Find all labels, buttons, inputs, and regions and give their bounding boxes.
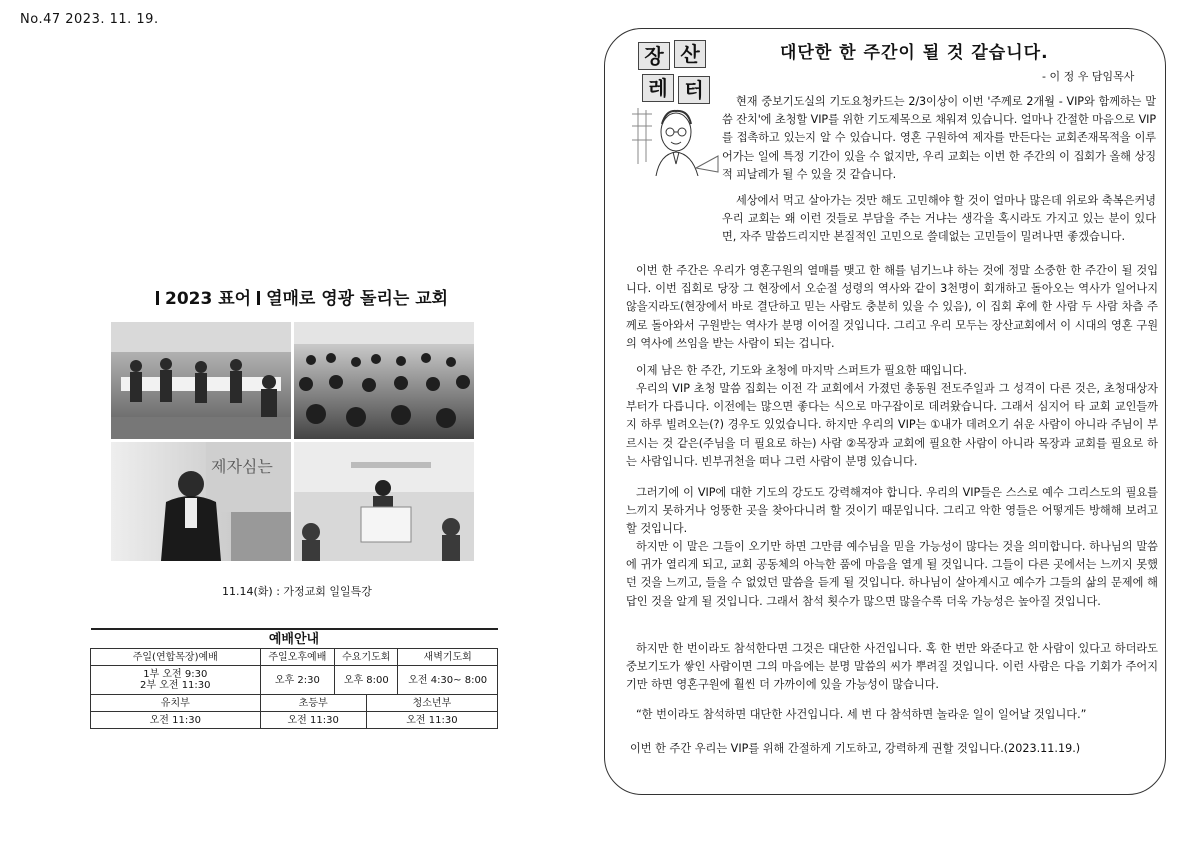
schedule-value: 오후 2:30 bbox=[260, 666, 335, 695]
motto-bar-left bbox=[156, 291, 159, 305]
letter-paragraph: 우리의 VIP 초청 말씀 집회는 이전 각 교회에서 가졌던 총동원 전도주일과 그 성격이 다른 것은, 초청대상자부터가 다릅니다. 이전에는 많으면 좋다는 식으로 마구잡이로 데려왔습니다. 그래서 심지어 타 교회 교인들까지 하루 빌려오는(?) 경우도 있었습니다. 하지만 우리의 VIP는 ①내가 데려오기 쉬운 사람이 아니라 주님이 부르시는 것 같은(주님을 더 필요로 하는) 사람 ②목장과 교회에 필요한 사람이 아니라 목장과 교회를 필요로 하는 사람입니다. 빈부귀천을 떠나 그런 사람이 분명 있습니다. bbox=[626, 382, 1158, 468]
photo-collage-graphic bbox=[111, 322, 474, 561]
schedule-cell bbox=[91, 666, 261, 695]
letter-title: 대단한 한 주간이 될 것 같습니다. bbox=[780, 43, 1049, 63]
letter-paragraph: 세상에서 먹고 살아가는 것만 해도 고민해야 할 것이 얼마나 많은데 위로와 축복은커녕 우리 교회는 왜 이런 것들로 부담을 주는 거냐는 생각을 혹시라도 가지고 있는 분이 있다면, 자주 말씀드리지만 본질적인 고민으로 쓸데없는 고민들이 밀려나면 좋겠습니다. bbox=[722, 194, 1156, 244]
schedule-value: 2부 오전 11:30 bbox=[140, 680, 211, 691]
schedule-header: 청소년부 bbox=[366, 695, 497, 712]
logo-char: 장 bbox=[638, 42, 670, 70]
letter-paragraph: 하지만 한 번이라도 참석한다면 그것은 대단한 사건입니다. 혹 한 번만 와준다고 한 사람이 있다고 하더라도 중보기도가 쌓인 사람이면 그의 마음에는 분명 말씀의 씨가 뿌려질 것입니다. 이런 사람은 다음 기회가 주어지기만 하면 영혼구원에 훨씬 더 가까이에 있을 가능성이 많습니다. bbox=[626, 642, 1158, 692]
letter-closing: 이번 한 주간 우리는 VIP를 위해 간절하게 기도하고, 강력하게 권할 것입니다.(2023.11.19.) bbox=[630, 742, 1081, 755]
church-motto bbox=[150, 284, 450, 309]
photo-collage bbox=[111, 322, 474, 561]
schedule-header: 주일(연합목장)예배 bbox=[91, 649, 261, 666]
pastor-portrait-graphic bbox=[626, 106, 720, 176]
schedule-value: 오전 11:30 bbox=[91, 712, 261, 729]
photo-caption: 11.14(화) : 가정교회 일일특강 bbox=[222, 585, 372, 598]
letter-paragraph: 하지만 이 말은 그들이 오기만 하면 그만큼 예수님을 믿을 가능성이 많다는 것을 의미합니다. 하나님의 말씀에 귀가 열리게 되고, 교회 공동체의 아늑한 품에 마음을 열게 될 것입니다. 그들이 다른 곳에서는 느끼지 못했던 것을 느끼고, 들을 수 없었던 말씀을 듣게 될 것입니다. 하나님이 살아계시고 예수가 그들의 삶의 문제에 해답인 것을 알게 될 것입니다. 그래서 참석 횟수가 많으면 많을수록 더욱 가능성은 높아질 것입니다. bbox=[626, 540, 1158, 608]
schedule-header: 새벽기도회 bbox=[398, 649, 498, 666]
letter-paragraph: 그러기에 이 VIP에 대한 기도의 강도도 강력해져야 합니다. 우리의 VIP들은 스스로 예수 그리스도의 필요를 느끼지 못하거나 엉뚱한 곳을 찾아다니려 할 것이기 때문입니다. 그리고 악한 영들은 어떻게든 방해해 보려고 할 것입니다. bbox=[626, 486, 1158, 536]
schedule-header: 초등부 bbox=[260, 695, 366, 712]
letter-quote: “한 번이라도 참석하면 대단한 사건입니다. 세 번 다 참석하면 놀라운 일이 일어날 것입니다.” bbox=[636, 708, 1087, 721]
schedule-header: 유치부 bbox=[91, 695, 261, 712]
photo-fellowship bbox=[111, 322, 291, 439]
letter-paragraph: 현재 중보기도실의 기도요청카드는 2/3이상이 이번 '주께로 2개월 - VIP와 함께하는 말씀 잔치'에 초청할 VIP를 위한 기도제목으로 채워져 있습니다. 얼마나 간절한 마음으로 VIP를 접촉하고 있는지 알 수 있습니다. 영혼 구원하여 제자를 만든다는 교회존재목적을 이루어가는 일에 특정 기간이 있을 수 없지만, 우리 교회는 이번 한 주간의 이 집회가 올해 상징적 피날레가 될 수 있을 것 같습니다. bbox=[722, 95, 1156, 181]
logo-char: 레 bbox=[642, 74, 674, 102]
motto-year: 2023 표어 bbox=[165, 289, 252, 309]
schedule-value: 오전 11:30 bbox=[260, 712, 366, 729]
pastor-portrait-sketch bbox=[626, 106, 720, 176]
photo-lecture bbox=[294, 442, 474, 561]
schedule-header: 수요기도회 bbox=[335, 649, 398, 666]
photo-speaker bbox=[111, 442, 291, 561]
letter-author: - 이 정 우 담임목사 bbox=[1042, 70, 1135, 83]
worship-schedule-table bbox=[90, 628, 498, 729]
motto-text: 열매로 영광 돌리는 교회 bbox=[266, 289, 449, 309]
schedule-value: 오전 11:30 bbox=[366, 712, 497, 729]
photo-audience bbox=[294, 322, 474, 439]
letter-paragraph: 이번 한 주간은 우리가 영혼구원의 열매를 맺고 한 해를 넘기느냐 하는 것에 정말 소중한 한 주간이 될 것입니다. 이번 집회로 당장 그 현장에서 오순절 성령의 역사와 같이 3천명이 회개하고 돌아오는 역사가 일어나지 않을지라도(현장에서 바로 결단하고 믿는 사람도 충분히 있을 수 있음), 이 집회 후에 한 사람 두 사람 차츰 주께로 돌아와서 구원받는 역사가 분명 이어질 것입니다. 그리고 우리 모두는 장산교회에서 이 시대의 영혼 구원의 역사에 쓰임을 받는 사람이 되는 겁니다. bbox=[626, 264, 1158, 350]
schedule-value: 1부 오전 9:30 bbox=[143, 669, 208, 680]
svg-text:제자심는: 제자심는 bbox=[211, 457, 273, 476]
schedule-value: 오전 4:30~ 8:00 bbox=[398, 666, 498, 695]
issue-header: No.47 2023. 11. 19. bbox=[20, 12, 159, 27]
schedule-header: 주일오후예배 bbox=[260, 649, 335, 666]
logo-char: 산 bbox=[674, 40, 706, 68]
schedule-title: 예배안내 bbox=[91, 629, 498, 649]
motto-bar-right bbox=[257, 291, 260, 305]
schedule-value: 오후 8:00 bbox=[335, 666, 398, 695]
letter-paragraph: 이제 남은 한 주간, 기도와 초청에 마지막 스퍼트가 필요한 때입니다. bbox=[636, 364, 967, 377]
logo-char: 터 bbox=[678, 76, 710, 104]
jangsan-letter-logo bbox=[638, 40, 714, 106]
